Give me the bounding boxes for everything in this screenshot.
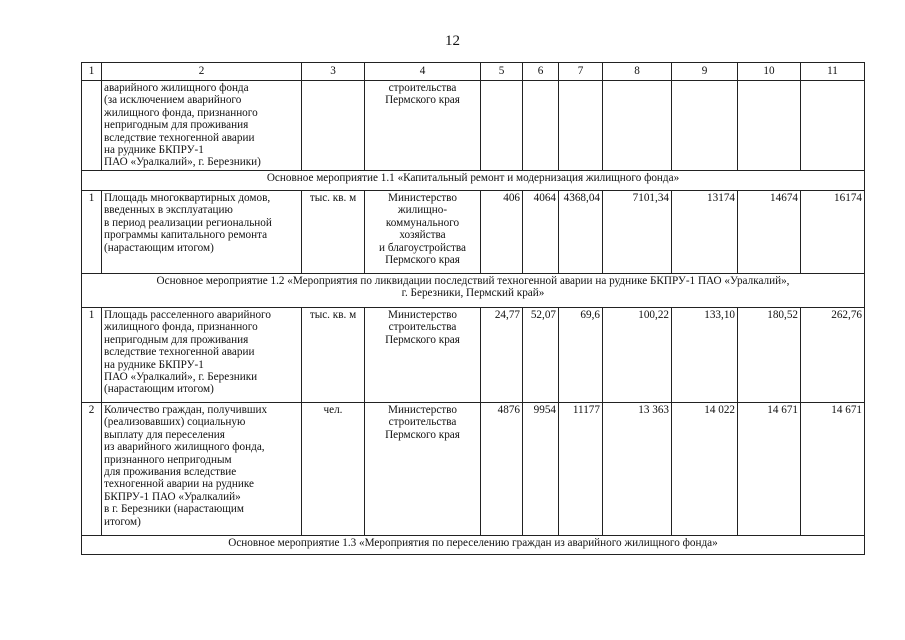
column-number: 1 [82, 63, 102, 81]
value-cell [801, 81, 865, 171]
indicators-table [81, 62, 865, 555]
section-row [82, 274, 865, 308]
section-title: Основное мероприятие 1.2 «Мероприятия по ликвидации последствий техногенной аварии на руднике БКПРУ-1 ПАО «Уралкалий», г. Березники, Пермский край» [82, 274, 865, 308]
table-row [82, 308, 865, 403]
value-cell: 14 022 [672, 403, 738, 536]
section-title: Основное мероприятие 1.1 «Капитальный ремонт и модернизация жилищного фонда» [82, 171, 865, 191]
executor-cell: строительства Пермского края [365, 81, 481, 171]
column-number: 9 [672, 63, 738, 81]
row-number-cell: 2 [82, 403, 102, 536]
value-cell: 4064 [523, 191, 559, 274]
column-number: 11 [801, 63, 865, 81]
indicator-cell: аварийного жилищного фонда (за исключением аварийного жилищного фонда, признанного непригодным для проживания вследствие техногенной аварии на руднике БКПРУ-1 ПАО «Уралкалий», г. Березники) [102, 81, 302, 171]
section-row [82, 171, 865, 191]
unit-cell: тыс. кв. м [302, 191, 365, 274]
value-cell: 14 671 [738, 403, 801, 536]
value-cell [559, 81, 603, 171]
value-cell: 14 671 [801, 403, 865, 536]
unit-cell: чел. [302, 403, 365, 536]
value-cell: 52,07 [523, 308, 559, 403]
indicator-cell: Площадь расселенного аварийного жилищного фонда, признанного непригодным для проживания вследствие техногенной аварии на руднике БКПРУ-1 ПАО «Уралкалий», г. Березники (нарастающим итогом) [102, 308, 302, 403]
value-cell [672, 81, 738, 171]
executor-cell: Министерство жилищно- коммунального хозяйства и благоустройства Пермского края [365, 191, 481, 274]
table-row [82, 191, 865, 274]
section-row [82, 536, 865, 555]
executor-cell: Министерство строительства Пермского края [365, 308, 481, 403]
unit-cell [302, 81, 365, 171]
unit-cell: тыс. кв. м [302, 308, 365, 403]
value-cell: 24,77 [481, 308, 523, 403]
column-number: 5 [481, 63, 523, 81]
table-row [82, 403, 865, 536]
value-cell [603, 81, 672, 171]
value-cell [523, 81, 559, 171]
value-cell: 133,10 [672, 308, 738, 403]
row-number-cell: 1 [82, 191, 102, 274]
value-cell: 262,76 [801, 308, 865, 403]
page-number: 12 [445, 33, 460, 49]
value-cell: 13 363 [603, 403, 672, 536]
column-number: 2 [102, 63, 302, 81]
value-cell: 69,6 [559, 308, 603, 403]
column-number: 10 [738, 63, 801, 81]
value-cell [738, 81, 801, 171]
executor-cell: Министерство строительства Пермского края [365, 403, 481, 536]
column-number: 7 [559, 63, 603, 81]
value-cell: 7101,34 [603, 191, 672, 274]
indicator-cell: Количество граждан, получивших (реализовавших) социальную выплату для переселения из аварийного жилищного фонда, признанного непригодным для проживания вследствие техногенной аварии на руднике БКПРУ-1 ПАО «Уралкалий» в г. Березники (нарастающим итогом) [102, 403, 302, 536]
column-number: 4 [365, 63, 481, 81]
table-row [82, 81, 865, 171]
column-number-row [82, 63, 865, 81]
section-title: Основное мероприятие 1.3 «Мероприятия по переселению граждан из аварийного жилищного фонда» [82, 536, 865, 555]
value-cell: 9954 [523, 403, 559, 536]
indicator-cell: Площадь многоквартирных домов, введенных в эксплуатацию в период реализации региональной программы капитального ремонта (нарастающим итогом) [102, 191, 302, 274]
row-number-cell [82, 81, 102, 171]
value-cell: 14674 [738, 191, 801, 274]
value-cell [481, 81, 523, 171]
value-cell: 180,52 [738, 308, 801, 403]
column-number: 6 [523, 63, 559, 81]
value-cell: 100,22 [603, 308, 672, 403]
value-cell: 4368,04 [559, 191, 603, 274]
row-number-cell: 1 [82, 308, 102, 403]
value-cell: 13174 [672, 191, 738, 274]
value-cell: 406 [481, 191, 523, 274]
value-cell: 11177 [559, 403, 603, 536]
column-number: 3 [302, 63, 365, 81]
column-number: 8 [603, 63, 672, 81]
value-cell: 4876 [481, 403, 523, 536]
value-cell: 16174 [801, 191, 865, 274]
